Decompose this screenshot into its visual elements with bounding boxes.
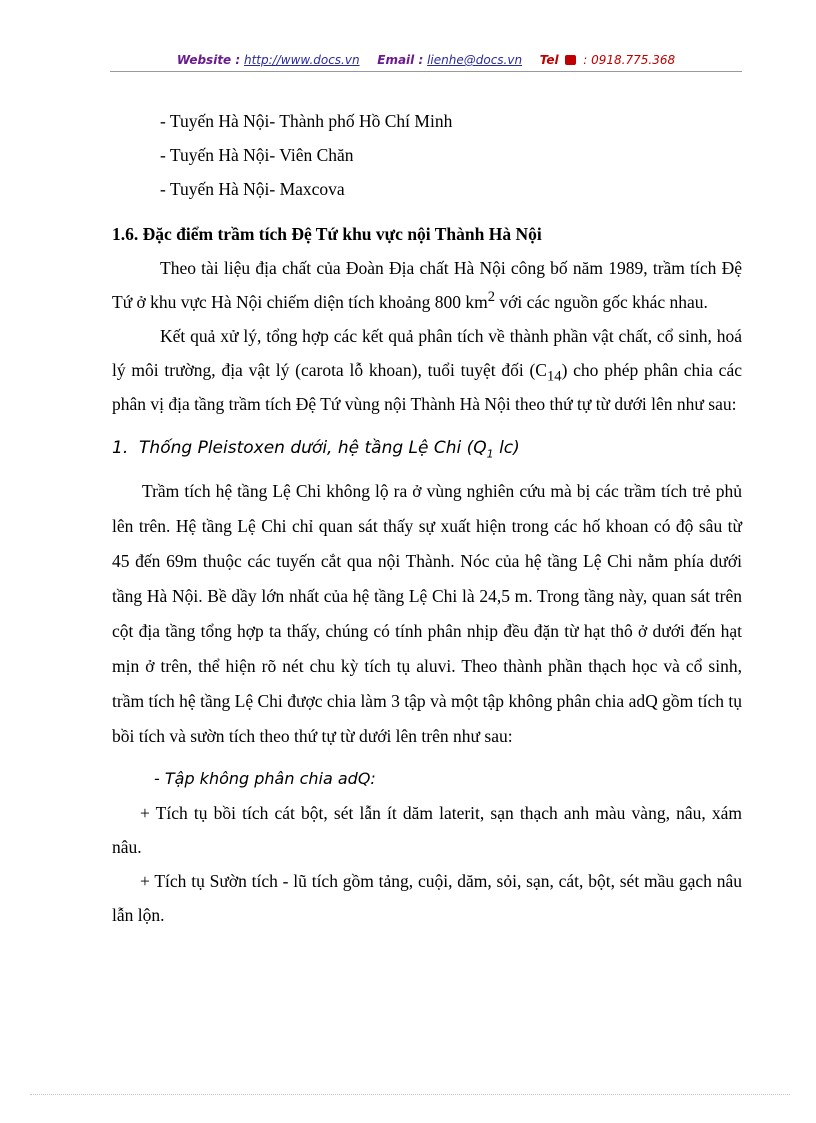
tel-label: Tel [539, 53, 559, 67]
subsection-title: 1. Thống Pleistoxen dưới, hệ tầng Lệ Chi ($Q_1$ lc) [112, 438, 520, 461]
website-link[interactable]: http://www.docs.vn [244, 53, 360, 67]
document-body [112, 104, 742, 932]
phone-icon [565, 55, 576, 65]
bullet-item: + Tích tụ bồi tích cát bột, sét lẫn ít dăm laterit, sạn thạch anh màu vàng, nâu, xám nâu. [112, 803, 742, 857]
paragraph-le-chi: Trầm tích hệ tầng Lệ Chi không lộ ra ở vùng nghiên cứu mà bị các trầm tích trẻ phủ lên trên. Hệ tầng Lệ Chi chỉ quan sát thấy sự xuất hiện trong các hố khoan có độ sâu từ 45 đến 69m thuộc các tuyến cắt qua nội Thành. Nóc của hệ tầng Lệ Chi nằm phía dưới tầng Hà Nội. Bề dầy lớn nhất của hệ tầng Lệ Chi là 24,5 m. Trong tầng này, quan sát trên cột địa tầng tổng hợp ta thấy, chúng có tính phân nhịp đều đặn từ hạt thô ở dưới đến hạt mịn ở trên, thể hiện rõ nét chu kỳ tích tụ aluvi. Theo thành phần thạch học và cổ sinh, trầm tích hệ tầng Lệ Chi được chia làm 3 tập và một tập không phân chia adQ gồm tích tụ bồi tích và sườn tích theo thứ tự từ dưới lên trên như sau: [112, 481, 742, 746]
subitem-title: - Tập không phân chia adQ: [154, 769, 376, 788]
footer-divider [30, 1094, 790, 1095]
bullet-item: + Tích tụ Sườn tích - lũ tích gồm tảng, cuội, dăm, sỏi, sạn, cát, bột, sét mầu gạch nâu lẫn lộn. [112, 871, 742, 925]
route-item: - Tuyến Hà Nội- Viên Chăn [160, 145, 354, 165]
email-label: Email : [377, 53, 424, 67]
tel-value: : 0918.775.368 [583, 53, 676, 67]
route-item: - Tuyến Hà Nội- Maxcova [160, 179, 345, 199]
email-link[interactable]: lienhe@docs.vn [427, 53, 523, 67]
website-label: Website : [176, 53, 241, 67]
page-header [110, 51, 742, 72]
section-heading: 1.6. Đặc điểm trầm tích Đệ Tứ khu vực nội Thành Hà Nội [112, 224, 542, 244]
paragraph-area: Theo tài liệu địa chất của Đoàn Địa chất Hà Nội công bố năm 1989, trầm tích Đệ Tứ ở khu vực Hà Nội chiếm diện tích khoảng 800 $km^2$ với các nguồn gốc khác nhau. [112, 258, 742, 312]
route-item: - Tuyến Hà Nội- Thành phố Hồ Chí Minh [160, 111, 453, 131]
paragraph-analysis: Kết quả xử lý, tổng hợp các kết quả phân tích về thành phần vật chất, cổ sinh, hoá lý môi trường, địa vật lý (carota lỗ khoan), tuổi tuyệt đối $(C_{14})$ cho phép phân chia các phân vị địa tầng trầm tích Đệ Tứ vùng nội Thành Hà Nội theo thứ tự từ dưới lên như sau: [112, 326, 742, 414]
